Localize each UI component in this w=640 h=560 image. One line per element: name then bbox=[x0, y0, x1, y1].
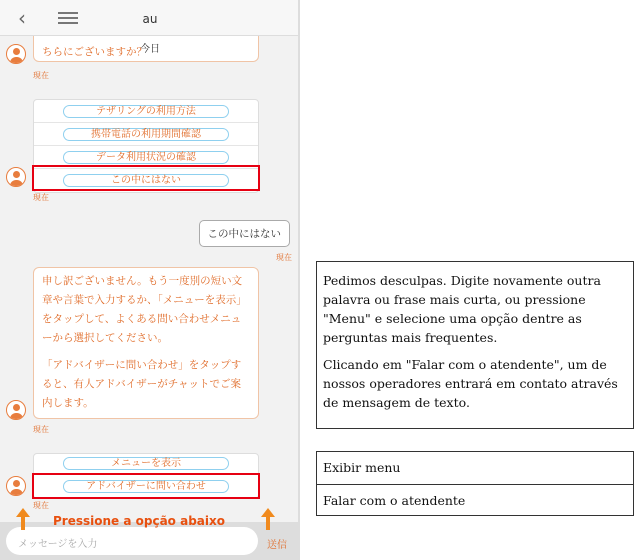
option-row bbox=[34, 100, 258, 123]
option-row bbox=[34, 454, 258, 474]
highlight-box bbox=[32, 473, 260, 499]
annotation-label: Pressione a opção abaixo bbox=[53, 514, 225, 528]
bot-avatar-icon bbox=[6, 167, 26, 187]
translation-paragraph: Clicando em "Falar com o atendente", um de nossos operadores entrará em contato através de mensagem de texto. bbox=[323, 357, 618, 410]
timestamp: 現在 bbox=[33, 501, 49, 510]
chat-app bbox=[0, 0, 300, 560]
page-title: au bbox=[142, 12, 158, 26]
translation-paragraph: Pedimos desculpas. Digite novamente outra palavra ou frase mais curta, ou pressione "Menu" e selecione uma opção dentre as perguntas mais frequentes. bbox=[323, 273, 601, 345]
bot-message bbox=[33, 267, 259, 419]
back-icon[interactable]: ‹ bbox=[18, 6, 26, 30]
send-button[interactable]: 送信 bbox=[267, 540, 287, 551]
bot-avatar-icon bbox=[6, 400, 26, 420]
option-data-usage[interactable]: データ利用状況の確認 bbox=[63, 151, 229, 164]
timestamp: 現在 bbox=[33, 193, 49, 202]
bot-avatar-icon bbox=[6, 476, 26, 496]
message-text: 申し訳ございません。もう一度別の短い文章や言葉で入力するか、「メニューを表示」をタップして、よくある問い合わせメニューから選択してください。 bbox=[42, 275, 247, 344]
arrow-up-icon bbox=[16, 508, 30, 517]
timestamp: 現在 bbox=[33, 425, 49, 434]
option-none-of-these[interactable]: この中にはない bbox=[63, 174, 229, 187]
translation-buttons bbox=[316, 451, 634, 516]
option-contact-advisor[interactable]: アドバイザーに問い合わせ bbox=[63, 480, 229, 493]
user-message: この中にはない bbox=[199, 220, 291, 247]
option-tethering[interactable]: テザリングの利用方法 bbox=[63, 105, 229, 118]
option-contract-period[interactable]: 携帯電話の利用期間確認 bbox=[63, 128, 229, 141]
arrow-up-icon bbox=[261, 508, 275, 517]
option-row bbox=[34, 123, 258, 146]
translation-contact-agent: Falar com o atendente bbox=[317, 484, 633, 516]
timestamp: 現在 bbox=[276, 253, 292, 262]
translation-message bbox=[316, 261, 634, 429]
timestamp: 現在 bbox=[33, 71, 49, 80]
message-text: ちらにございますか？ bbox=[42, 46, 147, 58]
date-separator: 今日 bbox=[140, 44, 160, 55]
message-text: 「アドバイザーに問い合わせ」をタップすると、有人アドバイザーがチャットでご案内します。 bbox=[42, 359, 242, 409]
option-show-menu[interactable]: メニューを表示 bbox=[63, 457, 229, 470]
translation-show-menu: Exibir menu bbox=[323, 460, 401, 475]
highlight-box bbox=[32, 165, 260, 191]
message-input[interactable]: メッセージを入力 bbox=[6, 527, 258, 555]
top-bar bbox=[0, 0, 300, 36]
